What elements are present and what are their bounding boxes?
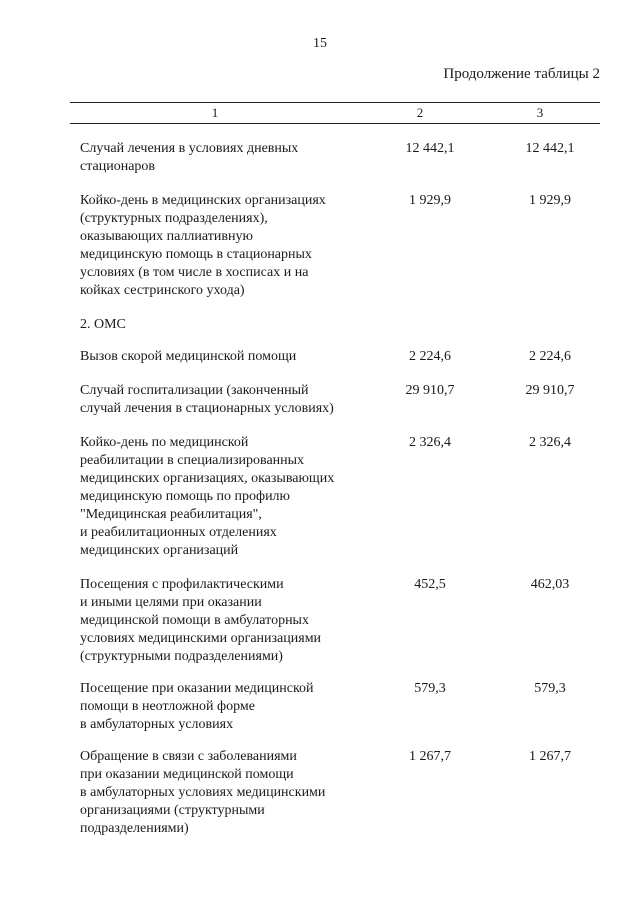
row-value-col2: 29 910,7 [405,383,455,398]
row-value-col3: 1 929,9 [529,193,571,208]
row-value-col2: 2 326,4 [409,435,451,450]
row-value-col2: 2 224,6 [409,349,451,364]
table-continuation-label: Продолжение таблицы 2 [443,66,600,82]
row-value-col2: 1 267,7 [409,749,451,764]
row-value-col2: 579,3 [414,681,446,696]
row-label: Обращение в связи с заболеваниями при оказании медицинской помощи в амбулаторных условиях медицинскими организациями (структурными подразделениями) [80,749,326,836]
row-label: Случай госпитализации (законченный случай лечения в стационарных условиях) [80,383,334,416]
row-label: Случай лечения в условиях дневных стационаров [80,141,299,174]
row-value-col3: 1 267,7 [529,749,571,764]
section-label: 2. ОМС [80,317,126,332]
row-value-col3: 2 224,6 [529,349,571,364]
row-label: Посещение при оказании медицинской помощи в неотложной форме в амбулаторных условиях [80,681,314,732]
row-value-col2: 12 442,1 [405,141,455,156]
page-number: 15 [313,36,327,51]
table-header [70,102,600,124]
column-header-3: 3 [536,105,544,120]
column-header-2: 2 [416,105,424,120]
row-value-col3: 12 442,1 [525,141,575,156]
row-value-col3: 29 910,7 [525,383,575,398]
column-header-1: 1 [211,105,219,120]
row-label: Посещения с профилактическими и иными целями при оказании медицинской помощи в амбулаторных условиях медицинскими организациями (структурными подразделениями) [80,577,322,664]
row-value-col2: 452,5 [414,577,446,592]
row-value-col2: 1 929,9 [409,193,451,208]
row-value-col3: 579,3 [534,681,566,696]
row-value-col3: 2 326,4 [529,435,571,450]
row-label: Койко-день по медицинской реабилитации в специализированных медицинских организациях, оказывающих медицинскую помощь по профилю "Медицинская реабилитация", и реабилитационных отделениях медицинских организаций [80,435,335,558]
row-label: Койко-день в медицинских организациях (структурных подразделениях), оказывающих паллиативную медицинскую помощь в стационарных условиях (в том числе в хосписах и на койках сестринского ухода) [80,193,326,298]
row-value-col3: 462,03 [530,577,570,592]
row-label: Вызов скорой медицинской помощи [80,349,297,364]
